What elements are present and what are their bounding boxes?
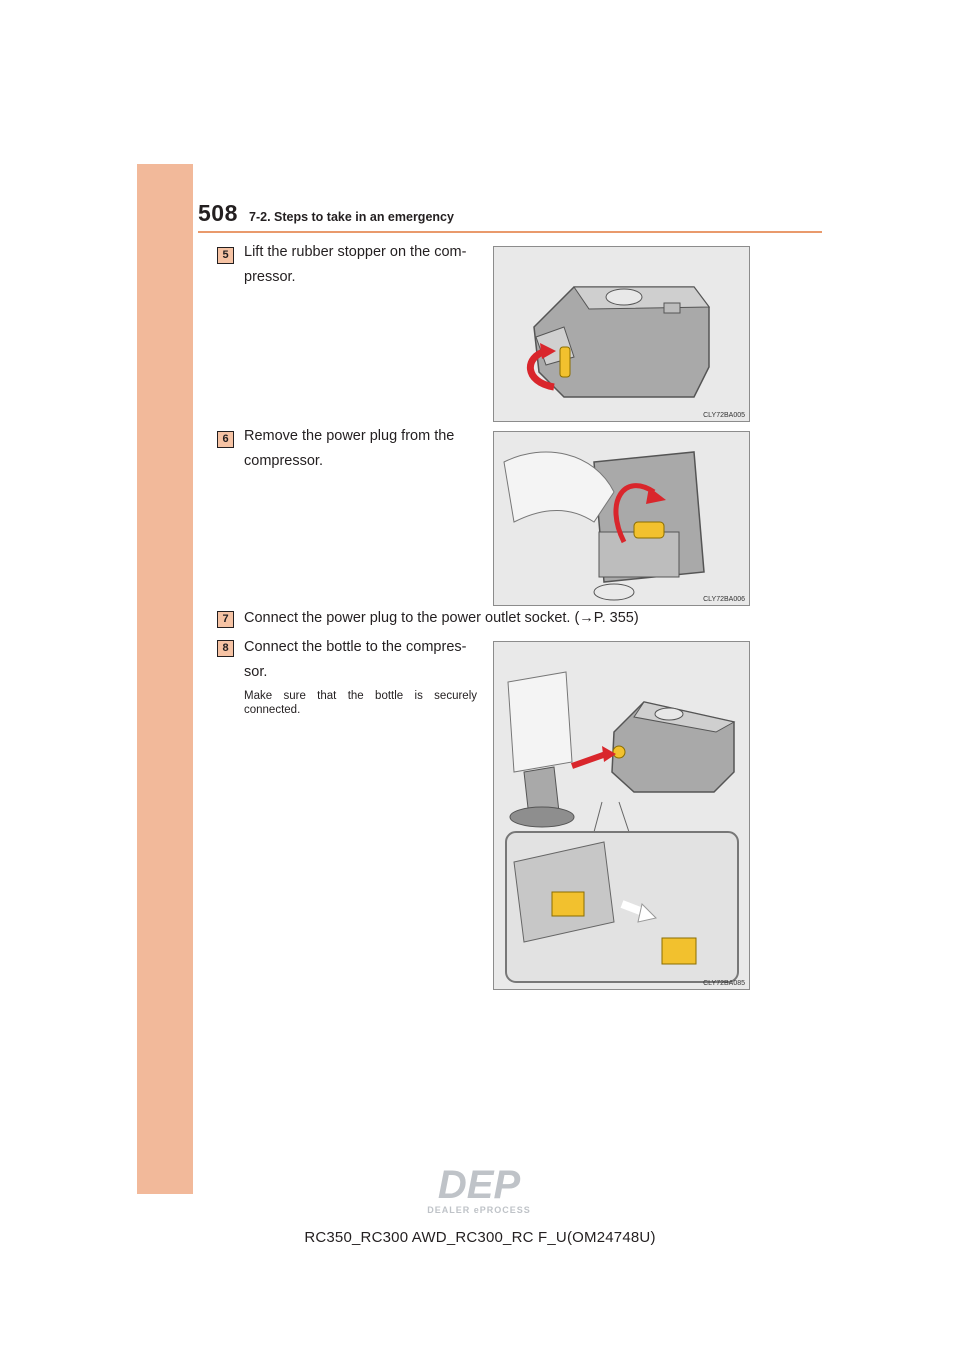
figure-connect-bottle [493, 641, 750, 990]
step-6-text: Remove the power plug from the compressor. [244, 428, 455, 469]
power-plug-illustration [494, 432, 749, 605]
step-number-5: 5 [217, 247, 234, 264]
step-5-text: Lift the rubber stopper on the com- pressor. [244, 244, 467, 285]
section-title: 7-2. Steps to take in an emergency [249, 210, 454, 224]
figure-compressor-rubber-stopper [493, 246, 750, 422]
dealer-eprocess-watermark [412, 1164, 547, 1216]
figure-code: CLY72BA006 [703, 596, 745, 603]
bottle-connection-illustration [494, 642, 749, 989]
step-8-text: Connect the bottle to the compres- sor. [244, 639, 467, 680]
figure-remove-power-plug [493, 431, 750, 606]
page-number: 508 [198, 200, 238, 226]
footer-model-code: RC350_RC300 AWD_RC300_RC F_U(OM24748U) [304, 1229, 656, 1246]
step-number-8: 8 [217, 640, 234, 657]
chapter-sidebar-tab [137, 164, 193, 1194]
logo-tagline: DEALER ePROCESS [427, 1205, 531, 1215]
step-number-7: 7 [217, 611, 234, 628]
step-8-note: Make sure that the bottle is securely connected. [244, 690, 477, 716]
step-7-text: Connect the power plug to the power outlet socket. (→P. 355) [244, 610, 639, 626]
figure-code: CLY72BA005 [703, 412, 745, 419]
dep-logo [412, 1164, 547, 1216]
logo-letters: DEP [437, 1164, 521, 1207]
step-number-6: 6 [217, 431, 234, 448]
header-rule [198, 231, 822, 233]
compressor-illustration [494, 247, 749, 421]
figure-code: CLY72BA085 [703, 980, 745, 987]
